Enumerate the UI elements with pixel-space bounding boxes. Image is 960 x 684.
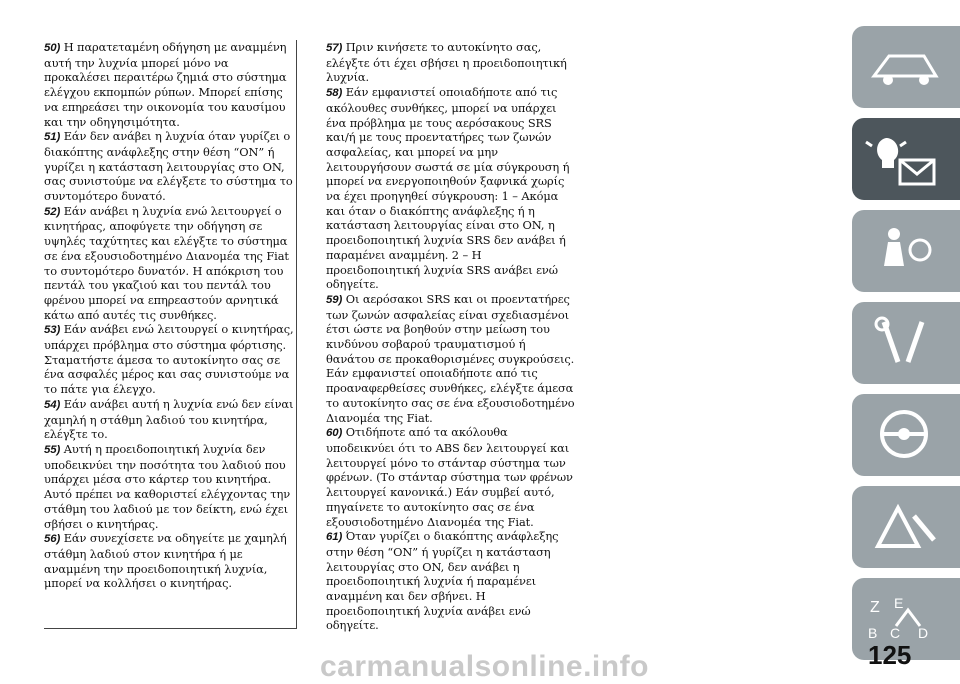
note-57: 57) Πριν κινήσετε το αυτοκίνητο σας, ελέγξτε ότι έχει σβήσει η προειδοποιητική λυχνία. [326,40,567,85]
note-56: 56) Εάν συνεχίσετε να οδηγείτε με χαμηλή στάθμη λαδιού στον κινητήρα ή με αναμμένη την προειδοποιητική λυχνία, μπορεί να κολλήσει ο κινητήρας. [44,531,287,591]
note-50: 50) Η παρατεταμένη οδήγηση με αναμμένη αυτή την λυχνία μπορεί μόνο να προκαλέσει περαιτέρω ζημιά στο σύστημα ελέγχου εκπομπών ρύπων. Μπορεί επίσης να επηρεάσει την οικονομία του καυσίμου και την οδηγησιμότητα. [44,40,287,129]
svg-text:B: B [868,625,878,641]
tab-seat-airbag[interactable] [852,210,960,292]
steering-wheel-icon [864,404,944,464]
svg-text:C: C [890,625,901,641]
tab-tools[interactable] [852,302,960,384]
note-60: 60) Οτιδήποτε από τα ακόλουθα υποδεικνύει ότι το ABS δεν λειτουργεί και λειτουργεί μόνο το στάνταρ σύστημα των φρένων. (Το στάνταρ σύστημα των φρένων λειτουργεί κανονικά.) Εάν συμβεί αυτό, πηγαίνετε το αυτοκίνητο σας σε ένα εξουσιοδοτημένο Διανομέα της Fiat. [326,425,573,529]
note-61: 61) Όταν γυρίζει ο διακόπτης ανάφλεξης στην θέση “ON” ή γυρίζει η κατάσταση λειτουργίας στο ON, δεν ανάβει η προειδοποιητική λυχνία ή παραμένει αναμμένη και δεν σβήνει. Η προειδοποιητική λυχνία ανάβει ενώ οδηγείτε. [326,529,559,633]
note-52: 52) Εάν ανάβει η λυχνία ενώ λειτουργεί ο κινητήρας, αποφύγετε την οδήγηση σε υψηλές ταχύτητες και ελέγξτε το σύστημα σε ένα εξουσιοδοτημένο Διανομέα της Fiat το συντομότερο δυνατόν. Η απόκριση του πεντάλ του γκαζιού και του πεντάλ του φρένου μπορεί να επηρεαστούν αρνητικά κάτω από αυτές τις συνθήκες. [44,203,289,322]
note-53: 53) Εάν ανάβει ενώ λειτουργεί ο κινητήρας, υπάρχει πρόβλημα στο σύστημα φόρτισης. Σταματήστε άμεσα το αυτοκίνητο σας σε ένα ασφαλές μέρος και σας συνιστούμε να το πάτε για έλεγχο. [44,322,294,397]
page-number: 125 [868,640,912,670]
watermark: carmanualsonline.info [320,650,649,683]
svg-text:Z: Z [870,599,880,616]
note-51: 51) Εάν δεν ανάβει η λυχνία όταν γυρίζει ο διακόπτης ανάφλεξης στην θέση “ON” ή γυρίζει η κατάσταση λειτουργίας στο ON, σας συνιστούμε να ελέγξετε το σύστημα το συντομότερο δυνατό. [44,129,293,204]
tools-icon [864,312,944,372]
tab-steering-wheel[interactable] [852,394,960,476]
note-59: 59) Οι αερόσακοι SRS και οι προεντατήρες των ζωνών ασφαλείας είναι σχεδιασμένοι έτσι ώστε να βοηθούν στην μείωση του κινδύνου σοβαρού τραυματισμού ή θανάτου σε προκαθορισμένες συγκρούσεις. Εάν εμφανιστεί οποιαδήποτε από τις προαναφερθείσες συνθήκες, ελέγξτε άμεσα το αυτοκίνητο σας σε ένα εξουσιοδοτημένο Διανομέα της Fiat. [326,291,575,425]
emergency-triangle-icon [864,496,944,556]
right-column [326,40,576,633]
index-icon [864,588,944,648]
tab-warning-lights[interactable] [852,118,960,200]
tab-car-info[interactable] [852,26,960,108]
seat-airbag-icon [864,220,944,280]
warning-lights-icon [864,128,944,192]
svg-text:E: E [894,595,904,611]
note-55: 55) Αυτή η προειδοποιητική λυχνία δεν υποδεικνύει την ποσότητα του λαδιού που υπάρχει μέσα στο κάρτερ του κινητήρα. Αυτό πρέπει να καθοριστεί ελέγχοντας την στάθμη του λαδιού με τον δείκτη, ενώ έχει σβήσει ο κινητήρας. [44,441,291,531]
tab-emergency[interactable] [852,486,960,568]
left-column [44,40,297,629]
car-info-icon [864,36,944,96]
svg-text:D: D [918,625,929,641]
note-58: 58) Εάν εμφανιστεί οποιαδήποτε από τις ακόλουθες συνθήκες, μπορεί να υπάρχει ένα πρόβλημα με τους αερόσακους SRS και/ή με τους προεντατήρες των ζωνών ασφαλείας, και μπορεί να μην λειτουργήσουν σωστά σε μία σύγκρουση ή μπορεί να ενεργοποιηθούν ξαφνικά χωρίς να έχει προηγηθεί σύγκρουση: 1 – Ακόμα και όταν ο διακόπτης ανάφλεξης ή η κατάσταση λειτουργίας είναι στο ON, η προειδοποιητική λυχνία SRS δεν ανάβει ή παραμένει αναμμένη. 2 – Η προειδοποιητική λυχνία SRS ανάβει ενώ οδηγείτε. [326,85,570,292]
note-54: 54) Εάν ανάβει αυτή η λυχνία ενώ δεν είναι χαμηλή η στάθμη λαδιού του κινητήρα, ελέγξτε το. [44,396,294,442]
